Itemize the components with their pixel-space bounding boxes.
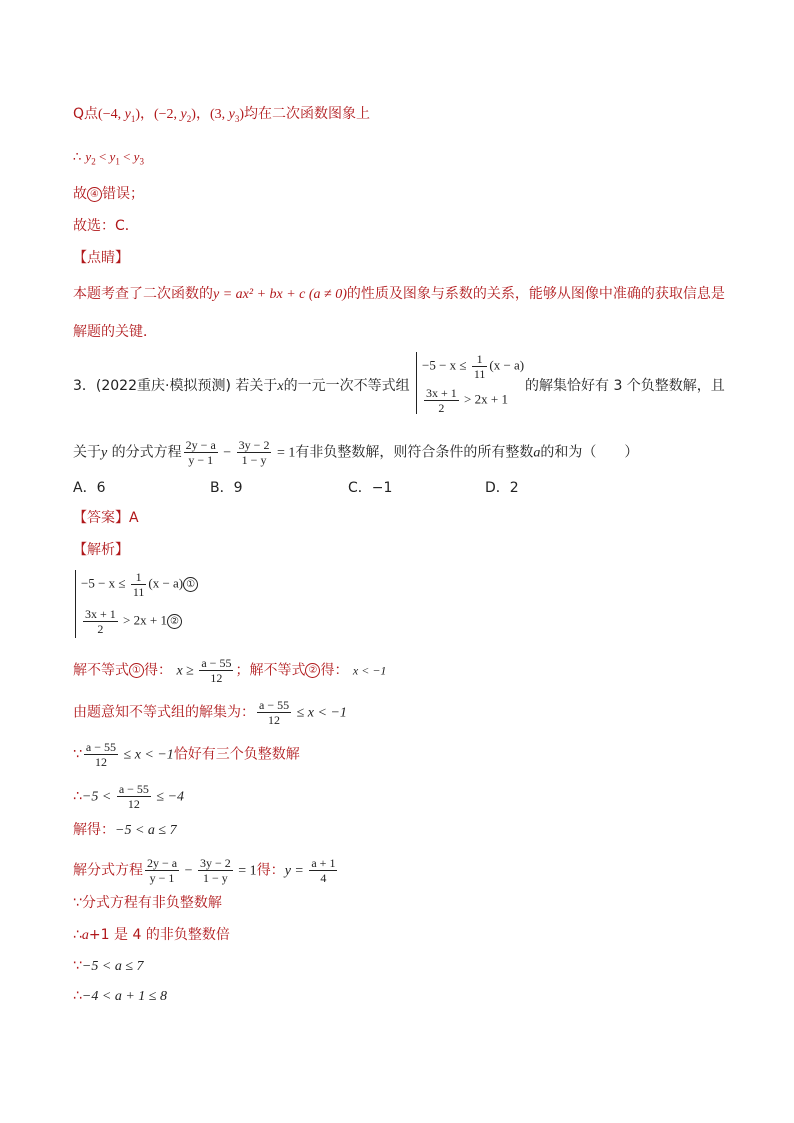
solve-line-7: ∵分式方程有非负整数解 (73, 895, 222, 911)
answer-line: 【答案】A (73, 510, 139, 526)
solution-brace (75, 570, 76, 638)
solve-line-8: ∴a+1 是 4 的非负整数倍 (73, 927, 230, 943)
question-3-line-1: 3．(2022重庆·模拟预测) 若关于x的一元一次不等式组 (73, 378, 410, 394)
question-3-line-1-tail: 的解集恰好有 3 个负整数解，且 (525, 378, 725, 394)
system-ineq-2: $\frac{3x + 1}{2}$ > 2x + 1 (426, 386, 508, 415)
system-brace (416, 352, 417, 414)
conclusion-line: 故 ④ 错误； (73, 186, 144, 202)
solve-line-5: 解得：−5 < a ≤ 7 (73, 822, 177, 838)
option-d: D．2 (485, 480, 519, 496)
note-line-1: 本题考查了二次函数的y = ax² + bx + c (a ≠ 0)的性质及图象与系数的关系，能够从图像中准确的获取信息是 (73, 286, 725, 302)
dianjing-heading: 【点睛】 (73, 250, 129, 266)
solve-line-6: 解分式方程 $\frac{2y - a}{y - 1}$ − $\frac{3y - 2}{1 - y}$ = 1得：y = $\frac{a + 1}{4}$ (73, 856, 336, 885)
system-ineq-1: −5 − x ≤ $\frac{1}{11}$ (x − a) (422, 352, 525, 381)
solve-line-1: 解不等式 ① 得： x ≥ $\frac{a - 55}{12}$ ；解不等式 ② 得： x < −1 (73, 656, 387, 685)
solve-line-3: ∵ $\frac{a - 55}{12}$ ≤ x < −1恰好有三个负整数解 (73, 740, 300, 769)
choice-line: 故选：C． (73, 218, 139, 234)
solve-line-4: ∴−5 < $\frac{a - 55}{12}$ ≤ −4 (73, 782, 185, 811)
solve-line-9: ∵−5 < a ≤ 7 (73, 958, 144, 974)
solve-line-10: ∴−4 < a + 1 ≤ 8 (73, 988, 167, 1004)
note-line-2: 解题的关键． (73, 324, 157, 340)
condition-line: Q点(−4, $y_1$)，(−2, $y_2$)，(3, $y_3$)均在二次函数图象上 (73, 106, 370, 124)
solution-ineq-2: $\frac{3x + 1}{2}$ > 2x + 1 ② (81, 607, 182, 636)
jiexi-heading: 【解析】 (73, 542, 129, 558)
question-3-line-2: 关于y 的分式方程 $\frac{2y - a}{y - 1}$ − $\frac{3y - 2}{1 - y}$ = 1有非负整数解，则符合条件的所有整数a的和为（ ） (73, 438, 639, 467)
option-c: C．−1 (348, 480, 393, 496)
comparison-line: ∴ $y_2 < y_1 < y_3$ (73, 149, 144, 167)
option-b: B．9 (210, 480, 243, 496)
solution-ineq-1: −5 − x ≤ $\frac{1}{11}$ (x − a) ① (81, 570, 198, 599)
solve-line-2: 由题意知不等式组的解集为： $\frac{a - 55}{12}$ ≤ x < −1 (73, 698, 347, 727)
option-a: A．6 (73, 480, 106, 496)
